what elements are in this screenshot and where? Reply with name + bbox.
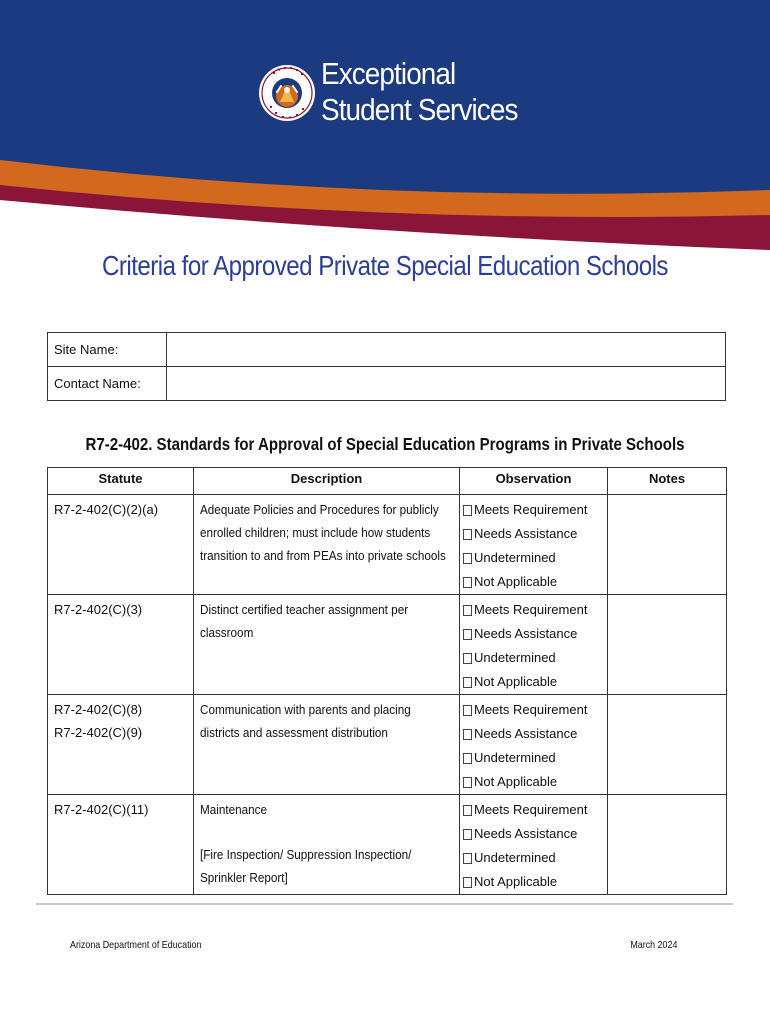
site-name-field[interactable]: [167, 333, 726, 367]
header-notes: Notes: [608, 468, 727, 495]
header-description: Description: [194, 468, 460, 495]
option-label: Meets Requirement: [474, 802, 588, 817]
description-line: districts and assessment distribution: [200, 725, 388, 740]
needs-assistance-checkbox[interactable]: [463, 822, 602, 846]
observation-cell: [460, 595, 608, 695]
not-applicable-checkbox[interactable]: [463, 770, 602, 794]
option-label: Needs Assistance: [474, 526, 578, 541]
option-label: Needs Assistance: [474, 726, 578, 741]
notes-cell[interactable]: [608, 795, 727, 895]
option-label: Undetermined: [474, 850, 556, 865]
notes-cell[interactable]: [608, 495, 727, 595]
description-cell: [194, 595, 460, 695]
needs-assistance-checkbox[interactable]: [463, 722, 602, 746]
description-cell: [194, 795, 460, 895]
statute-cell: [48, 795, 194, 895]
header-statute: Statute: [48, 468, 194, 495]
statute-cell: [48, 695, 194, 795]
description-line: enrolled children; must include how students: [200, 525, 431, 540]
undetermined-checkbox[interactable]: [463, 746, 602, 770]
option-label: Meets Requirement: [474, 502, 588, 517]
table-row: [48, 795, 727, 895]
option-label: Not Applicable: [474, 774, 558, 789]
option-label: Not Applicable: [474, 674, 558, 689]
statute-cell: [48, 495, 194, 595]
checkbox-box[interactable]: [463, 553, 472, 564]
option-label: Undetermined: [474, 550, 556, 565]
option-label: Needs Assistance: [474, 626, 578, 641]
option-label: Meets Requirement: [474, 602, 588, 617]
notes-cell[interactable]: [608, 595, 727, 695]
observation-cell: [460, 495, 608, 595]
standards-table: [47, 467, 727, 895]
header-banner: [0, 0, 770, 260]
checkbox-box[interactable]: [463, 829, 472, 840]
description-line: Communication with parents and placing: [200, 702, 411, 717]
brand-wordmark: [321, 56, 518, 128]
not-applicable-checkbox[interactable]: [463, 670, 602, 694]
document-title: Criteria for Approved Private Special Education Schools: [102, 250, 668, 281]
checkbox-box[interactable]: [463, 677, 472, 688]
needs-assistance-checkbox[interactable]: [463, 522, 602, 546]
meets-requirement-checkbox[interactable]: [463, 698, 602, 722]
checkbox-box[interactable]: [463, 629, 472, 640]
description-cell: [194, 495, 460, 595]
statute-text: R7-2-402(C)(2)(a): [54, 502, 159, 517]
footer-divider: [36, 903, 733, 905]
checkbox-box[interactable]: [463, 853, 472, 864]
statute-text: R7-2-402(C)(8): [54, 702, 143, 717]
checkbox-box[interactable]: [463, 753, 472, 764]
undetermined-checkbox[interactable]: [463, 546, 602, 570]
checkbox-box[interactable]: [463, 505, 472, 516]
brand-line-1: Exceptional: [321, 56, 456, 91]
contact-name-field[interactable]: [167, 367, 726, 401]
description-line: Sprinkler Report]: [200, 870, 288, 885]
statute-cell: [48, 595, 194, 695]
observation-cell: [460, 695, 608, 795]
not-applicable-checkbox[interactable]: [463, 870, 602, 894]
not-applicable-checkbox[interactable]: [463, 570, 602, 594]
undetermined-checkbox[interactable]: [463, 846, 602, 870]
checkbox-box[interactable]: [463, 729, 472, 740]
meets-requirement-checkbox[interactable]: [463, 798, 602, 822]
needs-assistance-checkbox[interactable]: [463, 622, 602, 646]
checkbox-box[interactable]: [463, 805, 472, 816]
checkbox-box[interactable]: [463, 777, 472, 788]
option-label: Undetermined: [474, 750, 556, 765]
brand-line-2: Student Services: [321, 92, 518, 127]
description-line: Distinct certified teacher assignment per: [200, 602, 409, 617]
checkbox-box[interactable]: [463, 577, 472, 588]
header-observation: Observation: [460, 468, 608, 495]
statute-text: R7-2-402(C)(9): [54, 725, 143, 740]
checkbox-box[interactable]: [463, 605, 472, 616]
undetermined-checkbox[interactable]: [463, 646, 602, 670]
description-line: Maintenance: [200, 802, 268, 817]
checkbox-box[interactable]: [463, 705, 472, 716]
description-cell: [194, 695, 460, 795]
option-label: Undetermined: [474, 650, 556, 665]
table-row: [48, 595, 727, 695]
site-name-label: Site Name:: [48, 333, 167, 367]
checkbox-box[interactable]: [463, 529, 472, 540]
meets-requirement-checkbox[interactable]: [463, 598, 602, 622]
option-label: Not Applicable: [474, 874, 558, 889]
option-label: Meets Requirement: [474, 702, 588, 717]
site-info-table: [47, 332, 726, 401]
ade-seal-logo: [258, 46, 316, 140]
notes-cell[interactable]: [608, 695, 727, 795]
contact-name-label: Contact Name:: [48, 367, 167, 401]
observation-cell: [460, 795, 608, 895]
description-line: classroom: [200, 625, 254, 640]
section-heading: R7-2-402. Standards for Approval of Special Education Programs in Private Schools: [85, 434, 685, 454]
footer-date: March 2024: [629, 939, 677, 951]
table-row: [48, 495, 727, 595]
checkbox-box[interactable]: [463, 653, 472, 664]
table-row: [48, 695, 727, 795]
statute-text: R7-2-402(C)(3): [54, 602, 143, 617]
option-label: Needs Assistance: [474, 826, 578, 841]
contact-name-row: [48, 367, 726, 401]
description-line: transition to and from PEAs into private schools: [200, 548, 446, 563]
statute-text: R7-2-402(C)(11): [54, 802, 149, 817]
meets-requirement-checkbox[interactable]: [463, 498, 602, 522]
site-name-row: [48, 333, 726, 367]
description-line: Adequate Policies and Procedures for publicly: [200, 502, 439, 517]
checkbox-box[interactable]: [463, 877, 472, 888]
option-label: Not Applicable: [474, 574, 558, 589]
footer-organization: Arizona Department of Education: [70, 939, 202, 951]
description-line: [Fire Inspection/ Suppression Inspection/: [200, 847, 412, 862]
table-header-row: [48, 468, 727, 495]
